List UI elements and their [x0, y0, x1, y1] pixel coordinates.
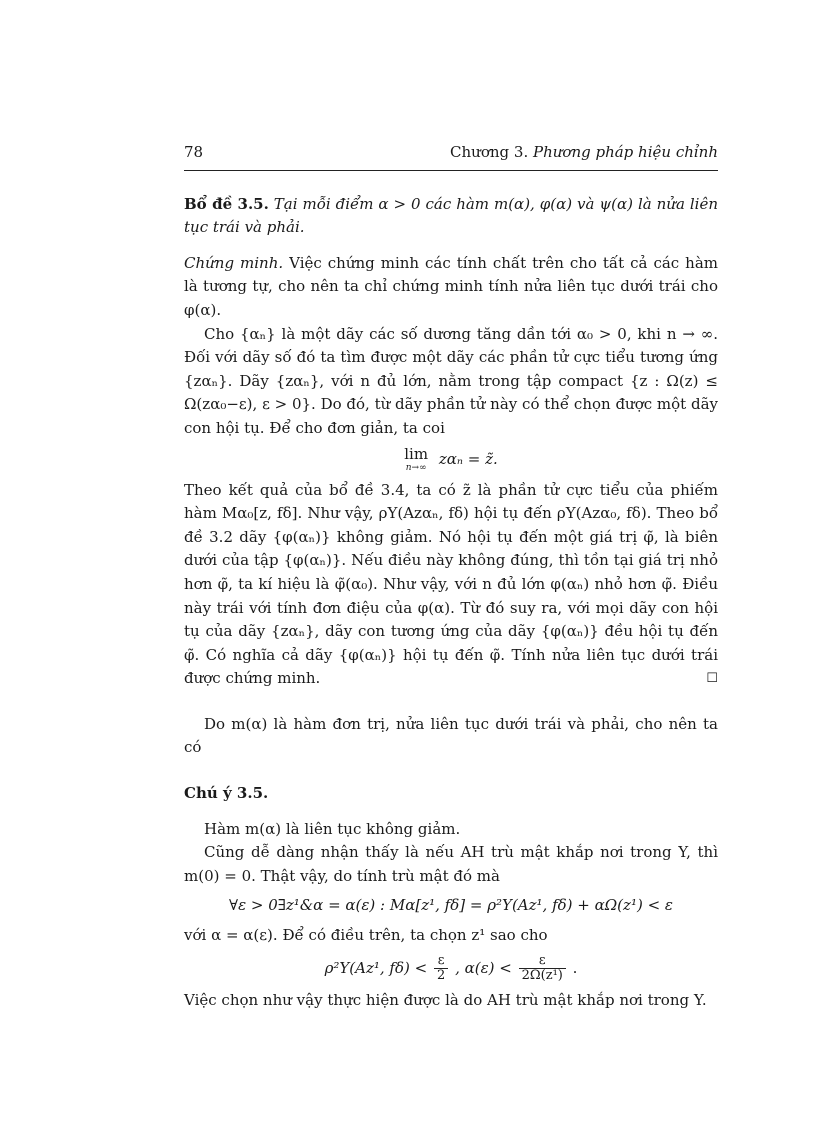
eq2-left: ρ²Y(Az¹, fδ) < — [324, 958, 428, 977]
proof-paragraph-3 — [184, 479, 718, 691]
note-paragraph-3: với α = α(ε). Để có điều trên, ta chọn z¹ sao cho — [184, 926, 548, 945]
limit-equation — [184, 444, 718, 473]
chapter-title: Phương pháp hiệu chỉnh — [533, 143, 718, 161]
eq2-end: . — [572, 958, 578, 977]
proof-text-1: Việc chứng minh các tính chất trên cho tất cả các hàm là tương tự, cho nên ta chỉ chứng minh tính nửa liên tục dưới trái cho φ(α). — [184, 253, 718, 319]
note-equation-1 — [184, 894, 718, 918]
note-label: Chú ý 3.5. — [184, 784, 269, 803]
lemma — [184, 193, 718, 240]
note-equation-1-text: ∀ε > 0∃z¹&α = α(ε) : Mα[z¹, fδ] = ρ²Y(Az¹, fδ) + αΩ(z¹) < ε — [229, 896, 673, 915]
proof-label: Chứng minh. — [184, 253, 284, 272]
note-paragraph-2: Cũng dễ dàng nhận thấy là nếu AH trù mật khắp nơi trong Y, thì m(0) = 0. Thật vậy, do tính trù mật đó mà — [184, 843, 718, 885]
running-header — [184, 141, 718, 171]
qed-icon: ☐ — [706, 671, 718, 687]
note-equation-2 — [184, 954, 718, 984]
chapter-heading — [450, 141, 718, 165]
fraction-eps-over-2 — [434, 954, 448, 984]
page-number: 78 — [184, 143, 204, 161]
limit-body: zαₙ = z̃. — [438, 449, 498, 468]
limit-subscript: n→∞ — [405, 462, 427, 473]
fraction-2-denominator: 2Ω(z¹) — [521, 967, 563, 983]
fraction-1-numerator: ε — [434, 954, 448, 969]
note-paragraph-4: Việc chọn như vậy thực hiện được là do AH trù mật khắp nơi trong Y. — [184, 991, 707, 1010]
chapter-prefix: Chương 3. — [450, 143, 529, 161]
limit-lim: lim — [404, 444, 429, 463]
proof-text-3: Theo kết quả của bổ đề 3.4, ta có z̃ là phần tử cực tiểu của phiếm hàm Mα₀[z, fδ]. Như vậy, ρY(Azαₙ, fδ) hội tụ đến ρY(Azα₀, fδ). Theo bổ đề 3.2 dãy {φ(αₙ)} không giảm. Nó hội tụ đến một giá trị φ̃, là biên dưới của tập {φ(αₙ)}. Nếu điều này không đúng, thì tồn tại giá trị nhỏ hơn φ̃, ta kí hiệu là φ̃(α₀). Như vậy, với n đủ lớn φ(αₙ) nhỏ hơn φ̃. Điều này trái với tính đơn điệu của φ(α). Từ đó suy ra, với mọi dãy con hội tụ của dãy {zαₙ}, dãy con tương ứng của dãy {φ(αₙ)} đều hội tụ đến φ̃. Có nghĩa cả dãy {φ(αₙ)} hội tụ đến φ̃. Tính nửa liên tục dưới trái được chứng minh. — [184, 480, 718, 688]
fraction-1-denominator: 2 — [437, 967, 446, 983]
proof-paragraph-1 — [184, 252, 718, 323]
fraction-2-numerator: ε — [519, 954, 566, 969]
page — [184, 141, 718, 1013]
fraction-eps-over-2omega — [519, 954, 566, 984]
limit-operator — [404, 444, 429, 473]
note-paragraph-1: Hàm m(α) là liên tục không giảm. — [204, 819, 461, 838]
proof-paragraph-2: Cho {αₙ} là một dãy các số dương tăng dần tới α₀ > 0, khi n → ∞. Đối với dãy số đó ta tìm được một dãy các phần tử cực tiểu tương ứng {zαₙ}. Dãy {zαₙ}, với n đủ lớn, nằm trong tập compact {z : Ω(z) ≤ Ω(zα₀−ε), ε > 0}. Do đó, từ dãy phần tử này có thể chọn được một dãy con hội tụ. Để cho đơn giản, ta coi — [184, 324, 718, 437]
eq2-middle: , α(ε) < — [455, 958, 512, 977]
after-proof-paragraph: Do m(α) là hàm đơn trị, nửa liên tục dưới trái và phải, cho nên ta có — [184, 714, 718, 757]
lemma-statement: Tại mỗi điểm α > 0 các hàm m(α), φ(α) và ψ(α) là nửa liên tục trái và phải. — [184, 194, 718, 237]
lemma-label: Bổ đề 3.5. — [184, 194, 269, 213]
